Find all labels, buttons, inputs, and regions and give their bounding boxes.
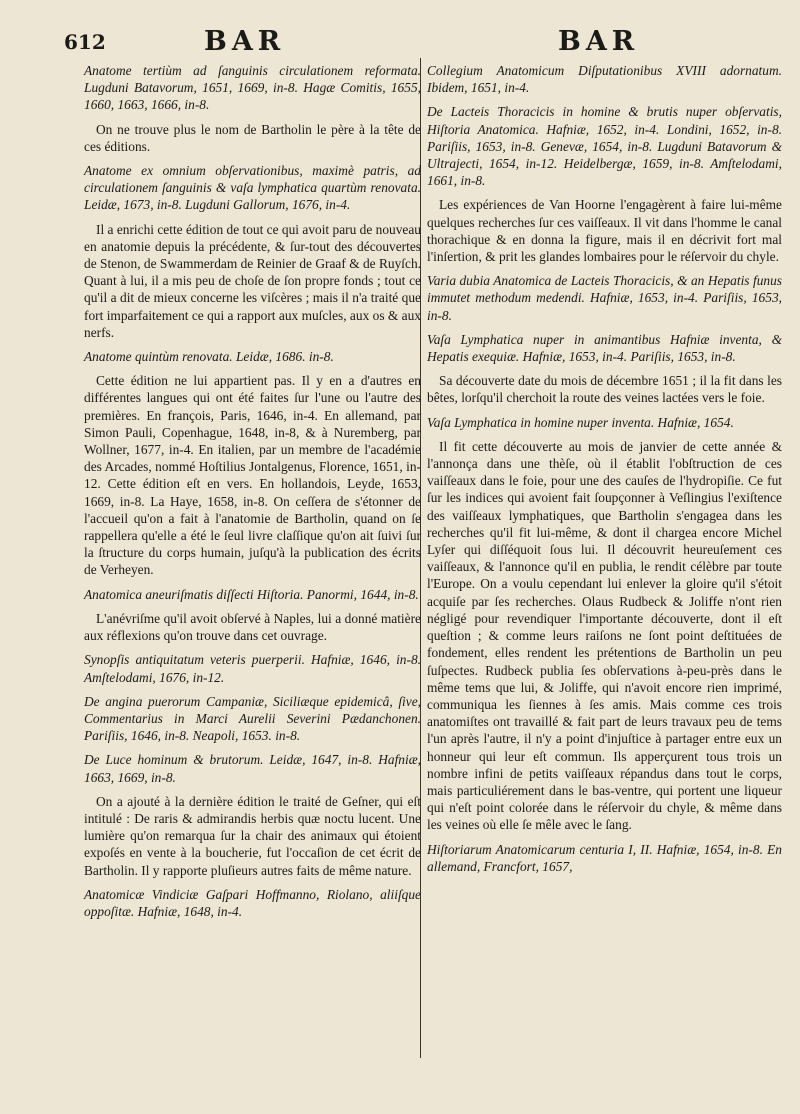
commentary-paragraph: On a ajouté à la dernière édition le traité de Geſner, qui eſt intitulé : De raris & admirandis herbis quæ noctu lucent. Une lumière qu'on remarqua ſur la chair des animaux qui étoient expoſés en vente à la boucherie, fut l'occaſion de cet écrit de Bartholin. Il y rapporte pluſieurs autres faits de même nature. xyxy=(84,793,421,878)
running-head-left: BAR xyxy=(204,26,286,57)
bibliographic-entry: Vaſa Lymphatica in homine nuper inventa. Hafniæ, 1654. xyxy=(427,414,734,430)
commentary-paragraph: Cette édition ne lui appartient pas. Il y en a d'autres en différentes langues qui ont été faites ſur l'une ou l'autre des premières. En françois, Paris, 1646, in-4. En allemand, par Simon Pauli, Copenhague, 1648, in-8, & à Nuremberg, par Wollner, 1677, in-4. En italien, par un membre de l'académie des Arcades, nommé Hoſtilius Jontalgenus, Florence, 1651, in-12. Cette édition eſt en vers. En hollandois, Leyde, 1653, 1669, in-8. La Haye, 1658, in-8. On ceſſera de s'étonner de l'accueil qu'on a fait à l'anatomie de Bartholin, quand on ſe rappellera qu'elle a été le ſeul livre claſſique qu'on ait ſuivi ſur la ſtructure du corps humain, juſqu'à la publication des écrits de Verheyen. xyxy=(84,373,421,578)
bibliographic-entry: Anatome ex omnium obſervationibus, maximè patris, ad circulationem ſanguinis & vaſa lymphatica quartùm renovata. Leidæ, 1673, in-8. Lugduni Gallorum, 1676, in-4. xyxy=(84,163,421,213)
bibliographic-entry: Varia dubia Anatomica de Lacteis Thoracicis, & an Hepatis funus immutet methodum medendi. Hafniæ, 1653, in-4. Pariſiis, 1653, in-8. xyxy=(427,273,782,323)
bibliographic-entry: Collegium Anatomicum Diſputationibus XVIII adornatum. Ibidem, 1651, in-4. xyxy=(427,63,782,96)
bibliographic-entry: Synopſis antiquitatum veteris puerperii. Hafniæ, 1646, in-8. Amſtelodami, 1676, in-12. xyxy=(84,652,421,685)
bibliographic-entry: De angina puerorum Campaniæ, Siciliæque epidemicâ, ſive, Commentarius in Marci Aurelii Severini Pædanchonen. Pariſiis, 1646, in-8. Neapoli, 1653. in-8. xyxy=(84,693,421,744)
bibliographic-entry: De Luce hominum & brutorum. Leidæ, 1647, in-8. Hafniæ, 1663, 1669, in-8. xyxy=(84,752,421,785)
commentary-paragraph: Il fit cette découverte au mois de janvier de cette année & l'annonça dans une thèſe, où il établit l'obſtruction de ces vaiſſeaux dans le foie, pour une des cauſes de l'hydropiſie. Ce fut ſur les indices qui avoient fait ſoupçonner à Veſlingius l'exiſtence des vaiſſeaux lymphatiques, que Bartholin s'engagea dans les recherches qu'il fit lui-même, & dont il chargea encore Michel Lyſer qui diſſéquoit ſous lui. Il découvrit heureuſement ces vaiſſeaux, & l'annonce qu'il en publia, le rendit célèbre par toute l'Europe. On a voulu cependant lui enlever la gloire qu'il s'étoit acquiſe par ſes recherches. Olaus Rudbeck & Joliffe n'ont rien négligé pour revendiquer l'importante découverte, dont il eſt queſtion ; & comme leurs raiſons ne ſont point deſtituées de fondement, elles rendent les prétentions de Bartholin un peu ſuſpectes. Rudbeck publia ſes obſervations à-peu-près dans le même tems que lui, & Joliffe, qui n'avoit encore rien imprimé, communiqua les ſiennes à ſes amis. Mais comme ces trois anatomiſtes ont travaillé & fait part de leurs travaux peu de tems l'un après l'autre, il n'y a point d'injuſtice à partager entre eux un honneur qui leur eſt commun. Ils apperçurent tous trois un nombre infini de petits vaiſſeaux répandus dans tout le corps, mais particuliérement dans le bas-ventre, qui portent une liqueur qui n'eſt point colorée dans le réſervoir du chyle, & même dans les veines où elle ſe mêle avec le ſang. xyxy=(427,438,782,833)
commentary-paragraph: L'anévriſme qu'il avoit obſervé à Naples, lui a donné matière aux réflexions qu'on trouve dans cet ouvrage. xyxy=(84,610,421,644)
commentary-paragraph: On ne trouve plus le nom de Bartholin le père à la tête de ces éditions. xyxy=(84,121,421,154)
bibliographic-entry: Anatomicæ Vindiciæ Gaſpari Hoffmanno, Riolano, aliiſque oppoſitæ. Hafniæ, 1648, in-4. xyxy=(84,886,421,919)
bibliographic-entry: Anatomica aneuriſmatis diſſecti Hiſtoria. Panormi, 1644, in-8. xyxy=(84,586,419,602)
bibliographic-entry: Hiſtoriarum Anatomicarum centuria I, II. Hafniæ, 1654, in-8. En allemand, Francfort, 1657, xyxy=(427,841,782,874)
bibliographic-entry: Vaſa Lymphatica nuper in animantibus Hafniæ inventa, & Hepatis exequiæ. Hafniæ, 1653, in-4. Pariſiis, 1653, in-8. xyxy=(427,331,782,365)
running-head-right: BAR xyxy=(558,26,640,57)
bibliographic-entry: Anatome quintùm renovata. Leidæ, 1686. in-8. xyxy=(84,349,334,365)
bibliographic-entry: Anatome tertiùm ad ſanguinis circulationem reformata. Lugduni Batavorum, 1651, 1669, in-8. Hagæ Comitis, 1655, 1660, 1663, 1666, in-8. xyxy=(84,63,421,113)
commentary-paragraph: Les expériences de Van Hoorne l'engagèrent à faire lui-même quelques recherches ſur ces vaiſſeaux. Il vit dans l'homme le canal thorachique & en donna la figure, mais il en décrivit fort mal l'inſertion, & prit les glandes lombaires pour le réſervoir du chyle. xyxy=(427,197,782,265)
running-header xyxy=(64,26,790,66)
bibliographic-entry: De Lacteis Thoracicis in homine & brutis nuper obſervatis, Hiſtoria Anatomica. Hafniæ, 1652, in-4. Londini, 1652, in-8. Pariſiis, 1653, in-8. Genevæ, 1654, in-8. Lugduni Batavorum & Ultrajecti, 1654, in-12. Heidelbergæ, 1659, in-8. Amſtelodami, 1661, in-8. xyxy=(427,104,782,189)
commentary-paragraph: Il a enrichi cette édition de tout ce qui avoit paru de nouveau en anatomie depuis la précédente, & ſur-tout des découvertes de Stenon, de Swammerdam de Reinier de Graaf & de Ruyſch. Quant à lui, il a mis peu de choſe de ſon propre fonds ; tout ce qu'il a dit de mieux concerne les viſcères ; mais il n'a traité que fort imparfaitement ce qui a rapport aux muſcles, aux os & aux nerfs. xyxy=(84,221,421,340)
right-column xyxy=(427,62,782,882)
page-number: 612 xyxy=(64,30,106,54)
left-column xyxy=(84,62,421,927)
commentary-paragraph: Sa découverte date du mois de décembre 1651 ; il la fit dans les bêtes, lorſqu'il cherchoit la route des veines lactées vers le foie. xyxy=(427,373,782,406)
